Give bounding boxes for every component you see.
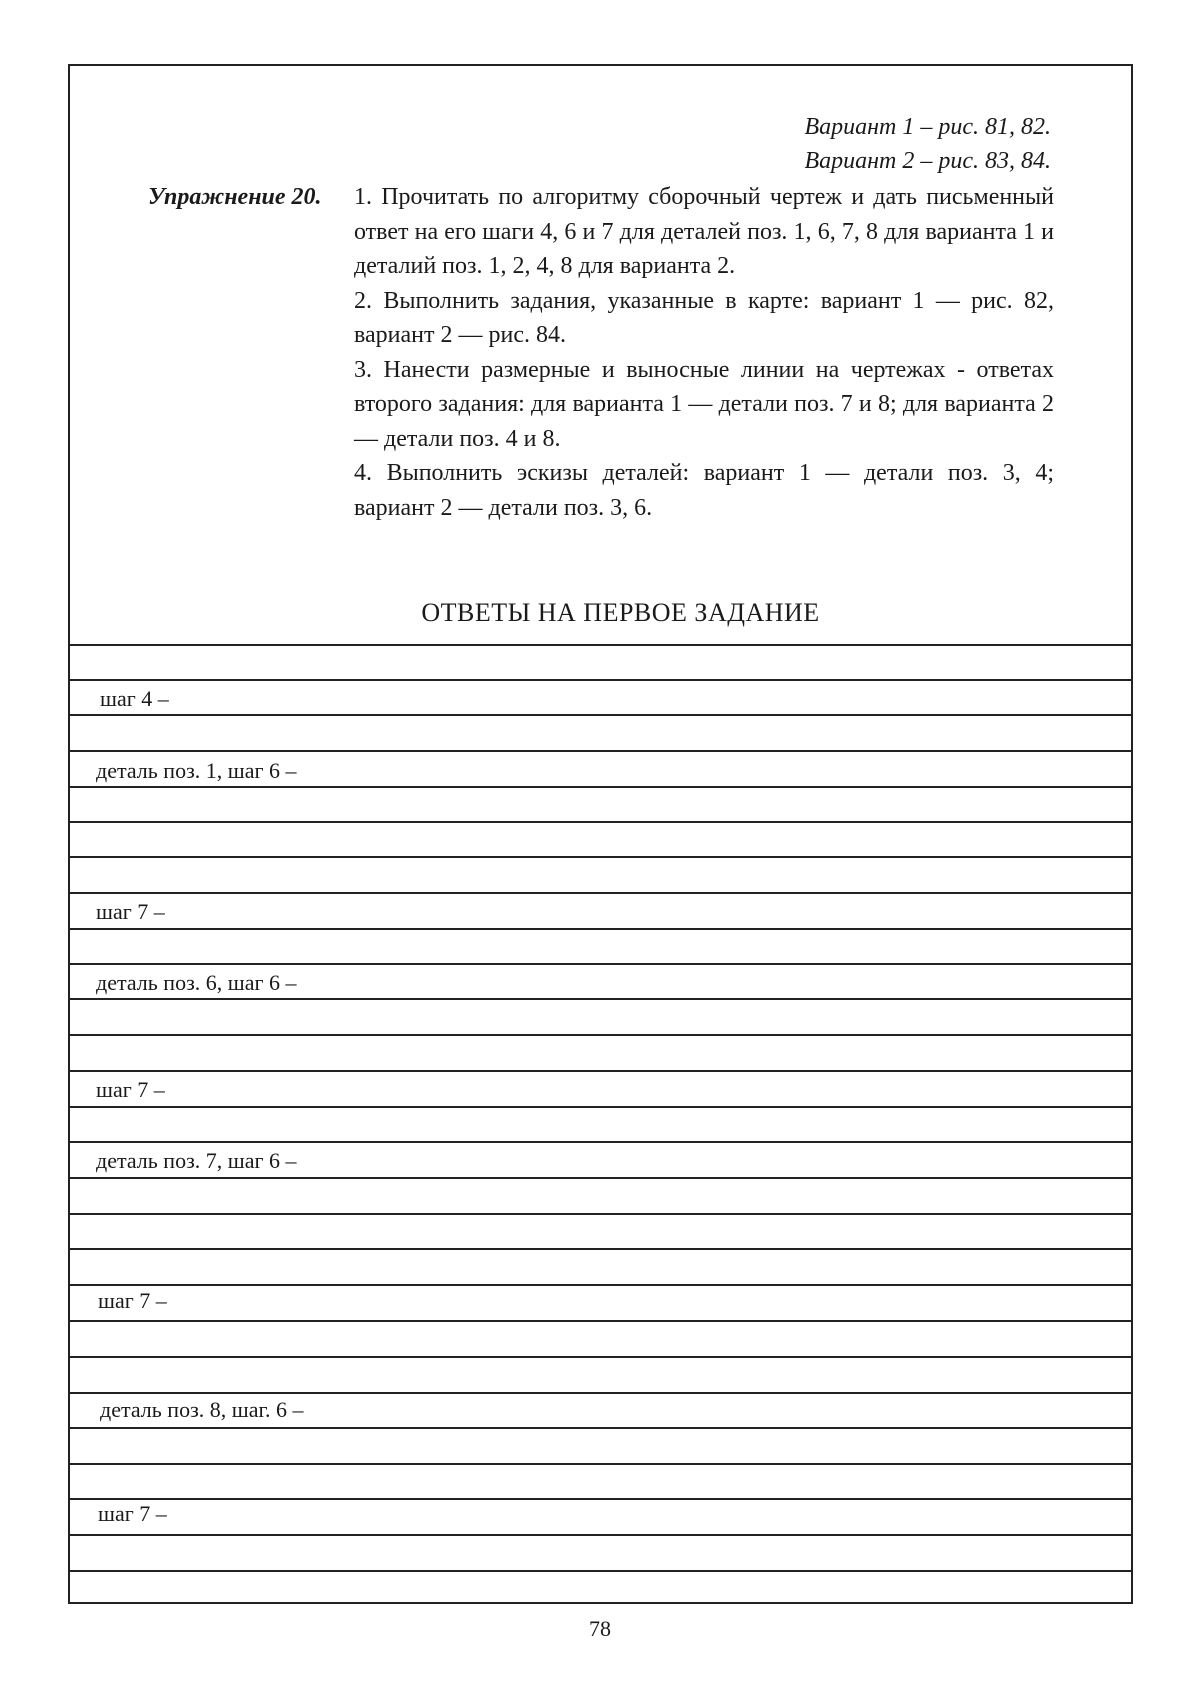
answer-line — [70, 786, 1131, 788]
page-number: 78 — [589, 1616, 611, 1641]
answer-line — [70, 928, 1131, 930]
answer-line — [70, 1034, 1131, 1036]
answer-line — [70, 1213, 1131, 1215]
page-frame — [68, 64, 1133, 1604]
answer-line — [70, 1570, 1131, 1572]
answer-line — [70, 1392, 1131, 1394]
variant-list — [804, 110, 1051, 178]
answer-label-part1-step7: шаг 7 – — [96, 899, 165, 924]
answer-line — [70, 1284, 1131, 1286]
answer-line — [70, 679, 1131, 681]
variant-2: Вариант 2 – рис. 83, 84. — [804, 148, 1051, 174]
answer-line — [70, 1248, 1131, 1250]
answer-line — [70, 892, 1131, 894]
answer-label-part8-step6: деталь поз. 8, шаг. 6 – — [100, 1397, 304, 1422]
answer-line — [70, 1498, 1131, 1500]
answer-line — [70, 750, 1131, 752]
task-4: 4. Выполнить эскизы деталей: вариант 1 — детали поз. 3, 4; вариант 2 — детали поз. 3, 6. — [354, 460, 1054, 521]
answer-label-part7-step6: деталь поз. 7, шаг 6 – — [96, 1148, 297, 1173]
answer-label-step4: шаг 4 – — [100, 686, 169, 711]
answer-line — [70, 714, 1131, 716]
answer-line — [70, 1141, 1131, 1143]
answer-line — [70, 1070, 1131, 1072]
answer-line — [70, 1177, 1131, 1179]
answer-label-part6-step6: деталь поз. 6, шаг 6 – — [96, 970, 297, 995]
answer-line — [70, 963, 1131, 965]
answer-line — [70, 644, 1131, 646]
exercise-label: Упражнение 20. — [148, 184, 322, 210]
task-3: 3. Нанести размерные и выносные линии на чертежах - ответах второго задания: для варианта 1 — детали поз. 7 и 8; для варианта 2 — детали поз. 4 и 8. — [354, 356, 1054, 452]
variant-1: Вариант 1 – рис. 81, 82. — [804, 114, 1051, 140]
answer-line — [70, 821, 1131, 823]
answer-line — [70, 1320, 1131, 1322]
answer-line — [70, 1463, 1131, 1465]
answer-label-part6-step7: шаг 7 – — [96, 1077, 165, 1102]
answer-label-part7-step7: шаг 7 – — [98, 1288, 167, 1313]
answer-line — [70, 998, 1131, 1000]
answer-line — [70, 1356, 1131, 1358]
answers-title: ОТВЕТЫ НА ПЕРВОЕ ЗАДАНИЕ — [421, 598, 820, 627]
task-2: 2. Выполнить задания, указанные в карте: вариант 1 — рис. 82, вариант 2 — рис. 84. — [354, 287, 1054, 348]
answer-line — [70, 1534, 1131, 1536]
exercise-tasks — [354, 180, 1054, 525]
answer-label-part8-step7: шаг 7 – — [98, 1501, 167, 1526]
answer-line — [70, 856, 1131, 858]
answer-line — [70, 1427, 1131, 1429]
answer-line — [70, 1106, 1131, 1108]
task-1: 1. Прочитать по алгоритму сборочный чертеж и дать письменный ответ на его шаги 4, 6 и 7 для деталей поз. 1, 6, 7, 8 для варианта 1 и деталий поз. 1, 2, 4, 8 для варианта 2. — [354, 184, 1054, 279]
answer-label-part1-step6: деталь поз. 1, шаг 6 – — [96, 758, 297, 783]
